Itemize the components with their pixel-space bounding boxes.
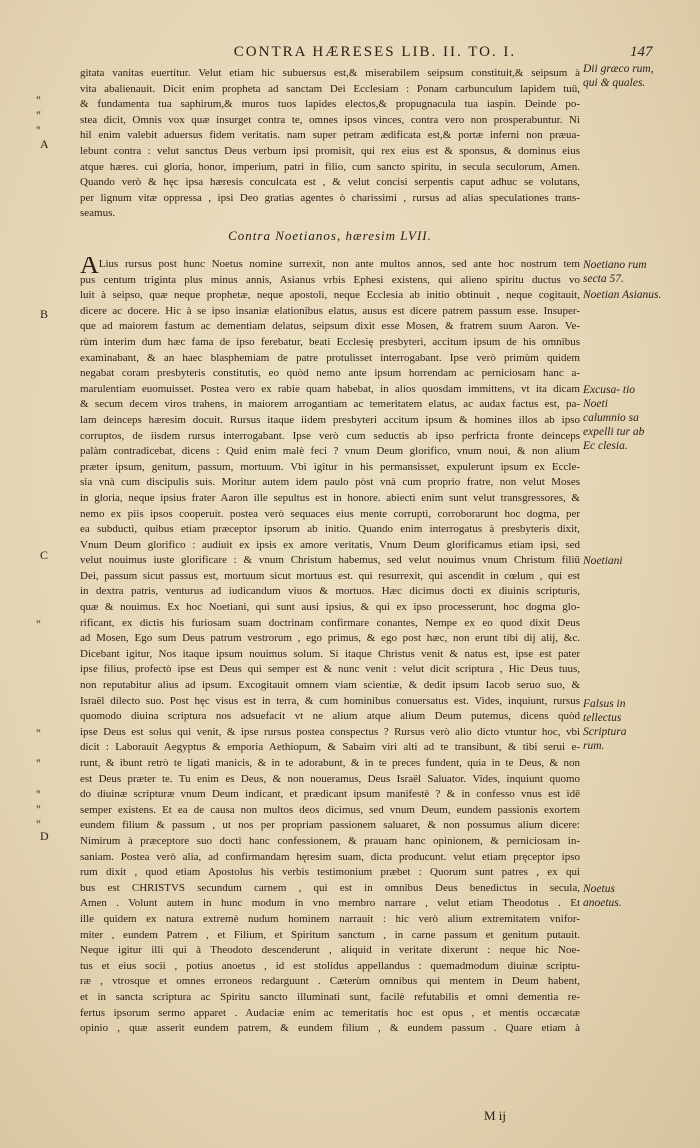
text-line: vita abalienauit. Dicit enim propheta ad sanctam Dei Ecclesiam : Ponam carbunculum lapidem tuū,	[80, 82, 580, 95]
text-line: non reputabitur alius ad ipsum. Excogitauit omnem viam scientiæ, & dedit ipsum Iacob seruo suo, &	[80, 679, 580, 692]
text-line: runt, & ibunt retrò te ligati manicis, & in te adorabunt, & in te preces fundent, quia in te Deus, & non	[80, 757, 580, 769]
text-line: Nimirum à præceptore suo docti hanc confessionem, & prauam hanc opinionem, & perniciosam in-	[80, 834, 580, 847]
text-line: semper existens. Et ea de causa non multos deos dicimus, sed vnum Deum, eundem passionis exortem	[80, 803, 580, 816]
margin-note: Noetian Asianus.	[583, 289, 662, 301]
drop-cap: A	[80, 257, 99, 273]
text-line: examinabant, & an haec blasphemiam de patre protulisset interrogabant. Ipse verò primùm quidem	[80, 351, 580, 364]
margin-note: Falsus in tellectus Scriptura rum.	[583, 698, 627, 752]
text-line: dicere ac docere. Hic à se ipso insaniæ elationibus elatus, ausus est dicere patrem passum esse. Insuper-	[80, 304, 580, 317]
text-line: ipse filius, profectò ipse est Deus qui semper est & nunc venit : velut dicit scriptura , Hic Deus tuus,	[80, 663, 580, 676]
quote-mark: ‹‹	[36, 107, 40, 117]
text-line: sia vnà cum discipulis suis. Moritur autem idem paulo pòst vnà cum proprio fratre, non velut Moses	[80, 476, 580, 489]
text-line: bus est CHRISTVS secundum carnem , qui est in omnibus Deus benedictus in secula,	[80, 881, 580, 894]
text-line: fertus ipsorum sermo apparet . Audaciæ enim ac temeritatis hoc est opus , et mentis occæcatæ	[80, 1006, 580, 1019]
text-line: que ad maiorem fastum ac dementiam delatus, seipsum dixit esse Mosen, & fratrem suum Aaron. Ve-	[80, 320, 580, 333]
text-line: saniam. Postea verò alia, ad confirmandam hęresim suam, dicta producunt. velut etiam pręceptor ipso	[80, 850, 580, 863]
text-line: lebunt contra : velut sanctus Deus verbum ipsi promisit, qui rex eius est & sponsus, & dominus eius	[80, 144, 580, 157]
quote-mark: ‹‹	[36, 616, 40, 626]
text-line: ipse Deus est solus qui venit, & ipse rursus postea conspectus ? Rursus verò alio dicto vtuntur hoc, vbi	[80, 725, 580, 738]
quote-mark: ‹‹	[36, 786, 40, 796]
margin-note: Noetiano rum secta 57.	[583, 259, 647, 285]
text-line: rùm interim dum hæc fama de ipso ferebatur, beati Ecclesię presbyteri, accitum ipsum de his omnibus	[80, 335, 580, 348]
text-line: atque hæres. cui gloria, honor, imperium, patri in filio, cum sancto spiritu, in secula seculorum, Amen.	[80, 160, 580, 173]
margin-note: Noetus anoetus.	[583, 883, 622, 909]
quote-mark: ‹‹	[36, 92, 40, 102]
text-line: quomodo diuina scriptura nos adsuefacit vt ne alium atque alium Deum putemus, dicens quòd	[80, 710, 580, 723]
margin-note: Excusa- tio Noeti calumnio sa expelli tur ab Ec clesia.	[583, 384, 645, 452]
text-line: do diuinæ scripturæ vnum Deum indicant, et prædicant ipsum manifestè ? & in confesso vnus est idē	[80, 788, 580, 801]
running-header: CONTRA HÆRESES LIB. II. TO. I.	[233, 44, 517, 60]
text-line: Dicebant igitur, Nos itaque ipsum nouimus solum. Si itaque Christus venit & natus est, ipse est pater	[80, 647, 580, 660]
text-line: opinio , quæ asserit eundem patrem, & eundem filium , & eundem passum . Quare etiam à	[80, 1022, 580, 1035]
text-line: & fundamenta tua saphirum,& muros tuos lapides electos,& propugnacula tua iaspin. Deinde po-	[80, 98, 580, 111]
text-line: marulentiam euomuisset. Postea vero ex rabie quam habebat, in alios quosdam immittens, vt ita dicam	[80, 382, 580, 395]
text-line: quæ & nouimus. Ex hoc Noetiani, qui sunt ausi ipsius, & qui ex ipso processerunt, hoc dogma glo-	[80, 601, 580, 614]
quote-mark: ‹‹	[36, 755, 40, 765]
text-line: palàm contradicebat, dicens : Quid enim malè feci ? vnum Deum glorifico, vnum noui, & non alium	[80, 445, 580, 458]
text-line: ad Mosen, Ego sum Deus patrum vestrorum , ego primus, & ego post hæc, non erunt tibi dij alij, &c.	[80, 632, 580, 645]
quote-mark: ‹‹	[36, 801, 40, 811]
text-line: ille quidem ex natura extremè nudum hominem narrauit : hic verò alium extremitatem vnifor-	[80, 912, 580, 925]
text-line: lam deinceps hæresim docuit. Rursus itaque iidem presbyteri accitum ipsum & homines illos ab ipso	[80, 413, 580, 426]
text-line: velut nouimus iuste glorificare : & vnum Christum habemus, sed velut nouimus vnum Christum filiū	[80, 554, 580, 567]
text-line: eundem filium & passum , ut nos per propriam passionem saluaret, & non possumus alium dicere:	[80, 819, 580, 832]
quote-mark: ‹‹	[36, 725, 40, 735]
text-line: ea subducti, quibus etiam præceptor ipsorum ab initio. Quando enim interrogatus à presbyteris dixit,	[80, 523, 580, 536]
text-line-first	[80, 257, 580, 273]
text-line: nemo ex piis ipsos cooperuit. postea verò sequaces eius mente corrupti, corroborarunt hoc dogma, per	[80, 507, 580, 520]
signature-mark: M ij	[484, 1108, 507, 1123]
text-block-b	[80, 257, 580, 1037]
text-line: stea dicit, Omnis vox quæ insurget contra te, omnes ipsos vinces, contra vero non prosperabuntur. Ni	[80, 113, 580, 126]
text-line: Vnum Deum glorifico : audiuit ex ipsis ex amore veritatis, Vnum Deum glorificamus etiam ipsi, sed	[80, 538, 580, 551]
text-block-a	[80, 66, 580, 222]
text-line: in gloria, neque ipsius frater Aaron ille sepultus est in honore. abiecti enim sunt velut transgressores, &	[80, 491, 580, 504]
text-line: seamus.	[80, 207, 116, 220]
text-line: rum dixit , quod etiam Apostolus his verbis testimonium præbet : Quorum sunt patres , ex qui	[80, 866, 580, 879]
text-line: in dextra patris, venturus ad iudicandum viuos & mortuos. Hæc dicimus docti ex diuinis scripturis,	[80, 585, 580, 598]
quote-mark: ‹‹	[36, 122, 40, 132]
text-line-rest: Lius rursus post hunc Noetus nomine surrexit, non ante multos annos, sed ante hoc nostrum tem	[98, 258, 580, 270]
quote-mark: ‹‹	[36, 816, 40, 826]
text-line: dicit : Laborauit Aegyptus & emporia Aethiopum, & Sabaim viri alti ad te transibunt, & tibi serui e-	[80, 741, 580, 754]
text-line: miter , eundem Patrem , et Filium, et Spiritum sanctum , in carne passum et genitum putauit.	[80, 928, 580, 941]
text-line: per lignum vitæ oppressa , ipsi Deo gratias agentes ò charissimi , rursus ad alias speculationes trans-	[80, 191, 580, 204]
text-line: pus centum triginta plus minus annis, Asianus vrbis Ephesi existens, qui alieno spiritu ductus vo	[80, 273, 580, 286]
margin-note: Dii græco rum, qui & quales.	[583, 63, 654, 89]
text-line: est Deus præter te. Tu enim es Deus, & non noueramus, Deus Israël Saluator. Vides, inquiunt quomo	[80, 772, 580, 785]
text-line: rificant, ex dictis his furiosam suam doctrinam confirmare conantes, Nempe ex eo quod dixit Deus	[80, 616, 580, 629]
section-letter: B	[40, 307, 49, 321]
text-line: Israël dilecto suo. Post hęc visus est in terra, & cum hominibus conuersatus est. Vides, inquiunt, rursus	[80, 694, 580, 707]
section-letter: A	[40, 137, 49, 151]
text-line: luit à seipso, quæ neque prophetæ, neque apostoli, neque Ecclesia ab initio obtinuit , neque cogitauit,	[80, 289, 580, 302]
text-line: Quando verò & hęc ipsa hæresis conculcata est , & velut concisi serpentis caput adhuc se volutans,	[80, 176, 580, 189]
text-line: et in sancta scriptura ac Spiritu sancto illuminati sunt, facilè refutabilis et omni dementia re-	[80, 990, 580, 1003]
text-line: Dei, passum sicut passus est, mortuum sicut mortuus est. qui resurrexit, qui ascendit in cœlum , qui est	[80, 569, 580, 582]
margin-note: Noetiani	[583, 555, 623, 567]
text-line: hil enim valebit aduersus fidem veritatis. nam super petram ædificata est,& portæ inferni non præua-	[80, 129, 580, 142]
text-line: præter ipsum, genitum, passum, mortuum. Vbi igitur in his permansisset, expulerunt ipsum ex Eccle-	[80, 460, 580, 473]
text-line: corruptos, de iisdem rursus interrogabant. Ipse verò cum seductis ab ipso perfricta fronte deinceps	[80, 429, 580, 442]
text-line: Neque igitur illi qui à Theodoto descenderunt , aliquid in veritate dixerunt : neque hic Noe-	[80, 944, 580, 957]
section-letter: D	[40, 829, 49, 843]
section-letter: C	[40, 548, 49, 562]
section-title: Contra Noetianos, hæresim LVII.	[228, 228, 432, 243]
page-number: 147	[630, 44, 653, 60]
text-line: gitata vanitas euertitur. Velut etiam hic subuersus est,& miserabilem seipsum constituit,& seipsum à	[80, 67, 580, 79]
text-line: tus et eius socii , potius anoetus , id est stolidus appellandus : quemadmodum diuinæ scriptu-	[80, 959, 580, 972]
text-line: negabat coram presbyteris constitutis, eo quòd nemo ante ipsum horrendam ac perniciosam hanc a-	[80, 367, 580, 380]
text-line: Amen . Volunt autem in hunc modum in vno membro narrare , velut etiam Theodotus . Et	[80, 897, 580, 910]
text-line: ræ , vtrosque et omnes erroneos redarguunt . Cæterùm omnibus qui mentem in Deum habent,	[80, 975, 580, 988]
text-line: & secum decem viros trahens, in maiorem arrogantiam ac temeritatem elatus, ac audax factus est, pa-	[80, 398, 580, 411]
